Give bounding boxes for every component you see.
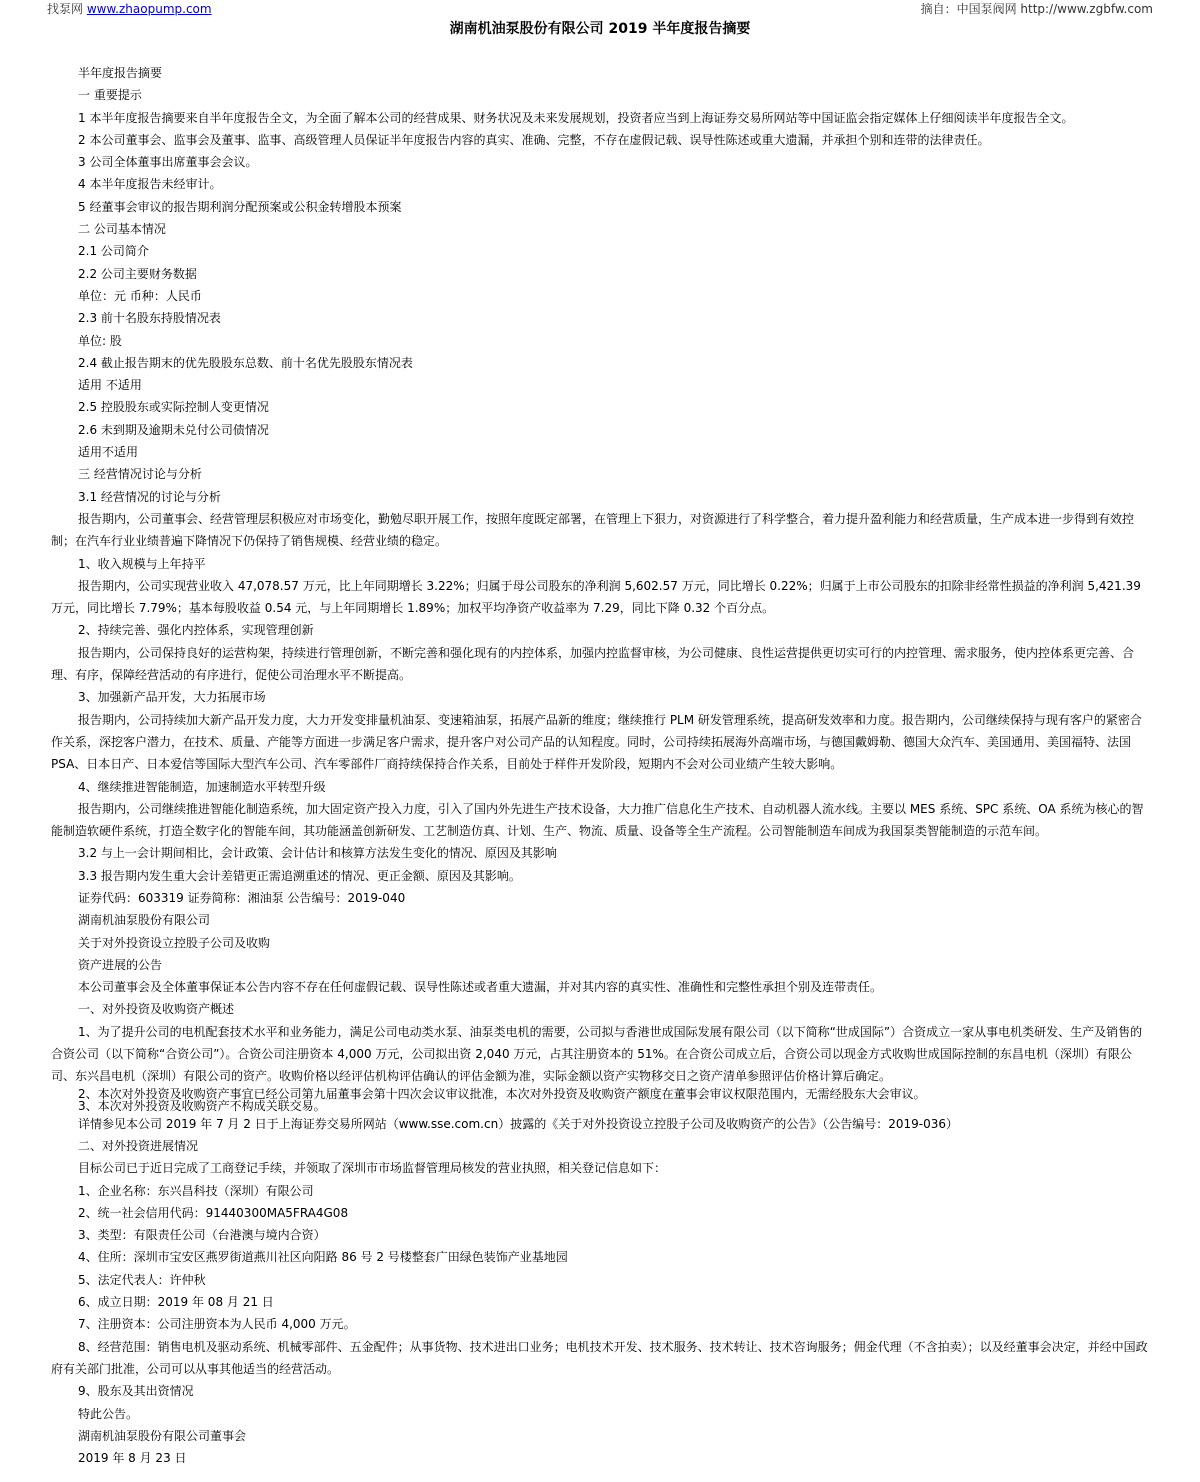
doc-line: 适用 不适用 bbox=[78, 378, 142, 393]
document-body bbox=[51, 62, 1152, 1469]
doc-line: 目标公司已于近日完成了工商登记手续，并领取了深圳市市场监督管理局核发的营业执照，相关登记信息如下： bbox=[78, 1161, 667, 1176]
doc-line: 湖南机油泵股份有限公司 bbox=[78, 913, 211, 928]
heading-product: 3、加强新产品开发，大力拓展市场 bbox=[78, 690, 266, 705]
doc-line: 5 经董事会审议的报告期利润分配预案或公积金转增股本预案 bbox=[78, 199, 402, 214]
doc-line: 3 公司全体董事出席董事会会议。 bbox=[78, 155, 258, 170]
para-product: 报告期内，公司持续加大新产品开发力度，大力开发变排量机油泵、变速箱油泵，拓展产品新的维度；继续推行 PLM 研发管理系统，提高研发效率和力度。报告期内，公司继续保持与现有客户的紧密合作关系，深挖客户潜力，在技术、质量、产能等方面进一步满足客户需求，提升客户对公司产品的认知程度。同时，公司持续拓展海外高端市场，与德国戴姆勒、德国大众汽车、美国通用、美国福特、法国 PSA、日本日产、日本爱信等国际大型汽车公司、汽车零部件厂商持续保持合作关系，目前处于样件开发阶段，短期内不会对公司业绩产生较大影响。 bbox=[51, 712, 1142, 772]
para-ops: 报告期内，公司董事会、经营管理层积极应对市场变化，勤勉尽职开展工作，按照年度既定部署，在管理上下狠力，对资源进行了科学整合，着力提升盈利能力和经营质量，生产成本进一步得到有效控制；在汽车行业业绩普遍下降情况下仍保持了销售规模、经营业绩的稳定。 bbox=[51, 511, 1135, 549]
top-bar bbox=[0, 0, 1200, 16]
doc-line: 3.1 经营情况的讨论与分析 bbox=[78, 489, 221, 504]
doc-line: 2、统一社会信用代码：91440300MA5FRA4G08 bbox=[78, 1205, 349, 1220]
para-invest: 1、为了提升公司的电机配套技术水平和业务能力，满足公司电动类水泵、油泵类电机的需要，公司拟与香港世成国际发展有限公司（以下简称“世成国际”）合资成立一家从事电机类研发、生产及销售的合资公司（以下简称“合资公司”）。合资公司注册资本 4,000 万元，公司拟出资 2,040 万元，占其注册资本的 51%。在合资公司成立后，合资公司以现金方式收购世成国际控制的东昌电机（深圳）有限公司、东兴昌电机（深圳）有限公司的资产。收购价格以经评估机构评估确认的评估金额为准，实际金额以资产实物移交日之资产清单参照评估价格计算后确定。 bbox=[51, 1024, 1143, 1084]
doc-line: 2.1 公司简介 bbox=[78, 244, 149, 259]
doc-line: 单位：元 币种：人民币 bbox=[78, 288, 202, 303]
doc-line: 三 经营情况讨论与分析 bbox=[78, 467, 202, 482]
doc-line: 3.2 与上一会计期间相比，会计政策、会计估计和核算方法发生变化的情况、原因及其影响 bbox=[78, 846, 557, 861]
doc-line: 二、对外投资进展情况 bbox=[78, 1138, 199, 1153]
doc-line: 7、注册资本：公司注册资本为人民币 4,000 万元。 bbox=[78, 1317, 356, 1332]
para-control: 报告期内，公司保持良好的运营构架，持续进行管理创新，不断完善和强化现有的内控体系，加强内控监督审核，为公司健康、良性运营提供更切实可行的内控管理、需求服务，使内控体系更完善、合理、有序，保障经营活动的有序进行，促使公司治理水平不断提高。 bbox=[51, 645, 1135, 683]
site-label: 找泵网 bbox=[47, 2, 84, 16]
doc-line: 一 重要提示 bbox=[78, 88, 142, 103]
para-no-related: 3、本次对外投资及收购资产不构成关联交易。 bbox=[78, 1099, 326, 1114]
doc-line: 6、成立日期：2019 年 08 月 21 日 bbox=[78, 1295, 274, 1310]
doc-line: 本公司董事会及全体董事保证本公告内容不存在任何虚假记载、误导性陈述或者重大遗漏，并对其内容的真实性、准确性和完整性承担个别及连带责任。 bbox=[78, 980, 883, 995]
doc-line: 单位: 股 bbox=[78, 333, 122, 348]
doc-line: 2.6 未到期及逾期未兑付公司债情况 bbox=[78, 422, 269, 437]
para-approval: 2、本次对外投资及收购资产事宜已经公司第九届董事会第十四次会议审议批准，本次对外投资及收购资产额度在董事会审议权限范围内，无需经股东大会审议。 bbox=[78, 1086, 926, 1101]
site-link[interactable]: www.zhaopump.com bbox=[86, 2, 212, 16]
doc-line: 湖南机油泵股份有限公司董事会 bbox=[78, 1428, 247, 1443]
page-title: 湖南机油泵股份有限公司 2019 半年度报告摘要 bbox=[449, 21, 751, 37]
doc-line: 详情参见本公司 2019 年 7 月 2 日于上海证券交易所网站（www.sse.com.cn）披露的《关于对外投资设立控股子公司及收购资产的公告》（公告编号：2019-036） bbox=[78, 1116, 958, 1131]
doc-line: 3、类型：有限责任公司（台港澳与境内合资） bbox=[78, 1228, 326, 1243]
para-income: 报告期内，公司实现营业收入 47,078.57 万元，比上年同期增长 3.22%；归属于母公司股东的净利润 5,602.57 万元，同比增长 0.22%；归属于上市公司股东的扣除非经常性损益的净利润 5,421.39 万元，同比增长 7.79%；基本每股收益 0.54 元，与上年同期增长 1.89%；加权平均净资产收益率为 7.29，同比下降 0.32 个百分点。 bbox=[51, 578, 1141, 616]
doc-line: 3.3 报告期内发生重大会计差错更正需追溯重述的情况、更正金额、原因及其影响。 bbox=[78, 868, 521, 883]
doc-line: 5、法定代表人：许仲秋 bbox=[78, 1272, 206, 1287]
doc-line: 半年度报告摘要 bbox=[78, 66, 163, 80]
para-smart: 报告期内，公司继续推进智能化制造系统，加大固定资产投入力度，引入了国内外先进生产技术设备，大力推广信息化生产技术、自动机器人流水线。主要以 MES 系统、SPC 系统、OA 系统为核心的智能制造软硬件系统，打造全数字化的智能车间，其功能涵盖创新研发、工艺制造仿真、计划、生产、物流、质量、设备等全生产流程。公司智能制造车间成为我国泵类智能制造的示范车间。 bbox=[51, 801, 1144, 839]
doc-line: 资产进展的公告 bbox=[78, 957, 163, 972]
doc-line: 2.4 截止报告期末的优先股股东总数、前十名优先股股东情况表 bbox=[78, 355, 413, 370]
heading-income: 1、收入规模与上年持平 bbox=[78, 556, 206, 571]
doc-line: 9、股东及其出资情况 bbox=[78, 1384, 194, 1399]
doc-line: 2 本公司董事会、监事会及董事、监事、高级管理人员保证半年度报告内容的真实、准确、完整，不存在虚假记载、误导性陈述或重大遗漏，并承担个别和连带的法律责任。 bbox=[78, 132, 990, 147]
para-scope: 8、经营范围：销售电机及驱动系统、机械零部件、五金配件；从事货物、技术进出口业务；电机技术开发、技术服务、技术转让、技术咨询服务；佣金代理（不含拍卖）；以及经董事会决定，并经中国政府有关部门批准，公司可以从事其他适当的经营活动。 bbox=[51, 1339, 1148, 1376]
doc-line: 一、对外投资及收购资产概述 bbox=[78, 1002, 235, 1017]
doc-line: 4 本半年度报告未经审计。 bbox=[78, 177, 222, 192]
doc-line: 适用不适用 bbox=[78, 445, 139, 460]
doc-line: 2.3 前十名股东持股情况表 bbox=[78, 311, 221, 326]
doc-line: 2019 年 8 月 23 日 bbox=[78, 1451, 187, 1466]
site-header bbox=[47, 0, 212, 17]
heading-smart: 4、继续推进智能制造，加速制造水平转型升级 bbox=[78, 779, 326, 794]
doc-line: 2.2 公司主要财务数据 bbox=[78, 266, 197, 281]
heading-control: 2、持续完善、强化内控体系，实现管理创新 bbox=[78, 623, 314, 638]
doc-line: 1、企业名称：东兴昌科技（深圳）有限公司 bbox=[78, 1183, 314, 1198]
doc-line: 1 本半年度报告摘要来自半年度报告全文，为全面了解本公司的经营成果、财务状况及未来发展规划，投资者应当到上海证券交易所网站等中国证监会指定媒体上仔细阅读半年度报告全文。 bbox=[78, 110, 1074, 125]
doc-line: 二 公司基本情况 bbox=[78, 222, 166, 237]
doc-line: 关于对外投资设立控股子公司及收购 bbox=[78, 935, 271, 950]
doc-line: 证券代码：603319 证券简称：湘油泵 公告编号：2019-040 bbox=[78, 890, 406, 905]
doc-line: 2.5 控股股东或实际控制人变更情况 bbox=[78, 400, 269, 415]
doc-line: 特此公告。 bbox=[78, 1406, 139, 1421]
doc-line: 4、住所：深圳市宝安区燕罗街道燕川社区向阳路 86 号 2 号楼整套广田绿色装饰产业基地园 bbox=[78, 1250, 568, 1265]
source-label: 摘自：中国泵阀网 http://www.zgbfw.com bbox=[920, 2, 1153, 16]
